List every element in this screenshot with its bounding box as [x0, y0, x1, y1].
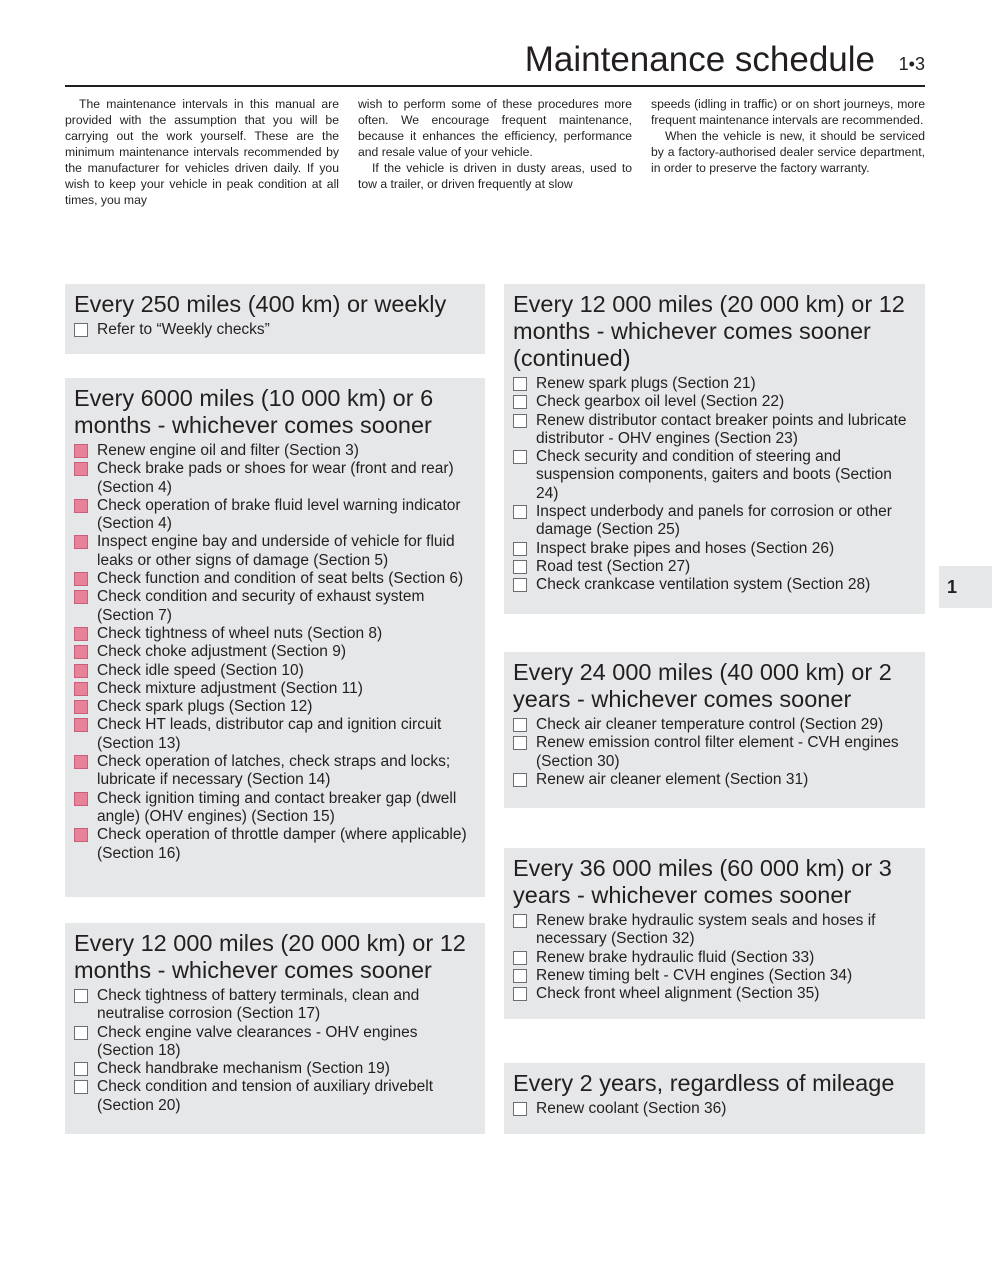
- checklist-item-text: Check air cleaner temperature control (Section 29): [536, 716, 884, 733]
- checkbox-icon[interactable]: [513, 914, 527, 928]
- checklist-item: [513, 448, 917, 503]
- checklist-item: [513, 985, 917, 1003]
- checkbox-icon[interactable]: [74, 590, 88, 604]
- checklist-item: [74, 497, 477, 534]
- checklist-item-text: Check HT leads, distributor cap and ignition circuit (Section 13): [97, 716, 442, 752]
- checkbox-icon[interactable]: [74, 323, 88, 337]
- checklist-item-text: Road test (Section 27): [536, 557, 691, 575]
- section-title: Every 12 000 miles (20 000 km) or 12 months - whichever comes sooner (continued): [513, 291, 905, 371]
- intro-paragraph: If the vehicle is driven in dusty areas, used to tow a trailer, or driven frequently at slow: [358, 161, 632, 191]
- checklist-item-text: Inspect brake pipes and hoses (Section 26): [536, 539, 835, 557]
- checkbox-icon[interactable]: [513, 560, 527, 574]
- checklist-item-text: Check spark plugs (Section 12): [97, 698, 313, 716]
- checklist-item: [513, 716, 917, 734]
- section-title: Every 2 years, regardless of mileage: [513, 1070, 895, 1096]
- checklist-item-text: Check tightness of battery terminals, clean and neutralise corrosion (Section 17): [97, 987, 420, 1023]
- checklist-item-text: Check function and condition of seat belts (Section 6): [97, 570, 464, 588]
- checkbox-icon[interactable]: [74, 444, 88, 458]
- checklist: [74, 442, 477, 863]
- checklist-item: [74, 1024, 477, 1061]
- checklist-item-text: Check security and condition of steering and suspension components, gaiters and boots (Section 24): [536, 448, 892, 502]
- checklist-item-text: Check operation of brake fluid level warning indicator (Section 4): [97, 496, 461, 533]
- intro-paragraph: speeds (idling in traffic) or on short journeys, more frequent maintenance intervals are recommended.: [651, 97, 925, 127]
- checklist-item: [513, 967, 917, 985]
- checklist-item: [513, 576, 917, 594]
- section-title: Every 6000 miles (10 000 km) or 6 months - whichever comes sooner: [74, 385, 434, 438]
- checkbox-icon[interactable]: [74, 1026, 88, 1040]
- checklist-item: [74, 588, 477, 625]
- checkbox-icon[interactable]: [74, 1080, 88, 1094]
- checklist-item: [74, 442, 477, 460]
- section-title: Every 12 000 miles (20 000 km) or 12 months - whichever comes sooner: [74, 930, 466, 983]
- checklist-item: [74, 321, 477, 339]
- checklist-item: [513, 503, 917, 540]
- checklist-item-text: Check idle speed (Section 10): [97, 661, 304, 679]
- checklist-item: [513, 771, 917, 789]
- section-title: Every 24 000 miles (40 000 km) or 2 years - whichever comes sooner: [513, 659, 892, 712]
- checklist-item-text: Check gearbox oil level (Section 22): [536, 393, 785, 411]
- intro-paragraph: The maintenance intervals in this manual are provided with the assumption that you will be carrying out the work yourself. These are the minimum maintenance intervals recommended by the manufacturer for vehicles driven daily. If you wish to keep your vehicle in peak condition at all times, you may: [65, 97, 339, 207]
- checkbox-icon[interactable]: [74, 645, 88, 659]
- checkbox-icon[interactable]: [74, 989, 88, 1003]
- checkbox-icon[interactable]: [74, 792, 88, 806]
- checklist-item: [74, 716, 477, 753]
- checkbox-icon[interactable]: [513, 718, 527, 732]
- intro-text: [65, 96, 925, 208]
- checkbox-icon[interactable]: [74, 828, 88, 842]
- section-36000-miles: [504, 848, 925, 1019]
- checklist-item: [74, 790, 477, 827]
- checklist-item: [513, 375, 917, 393]
- checklist-item-text: Inspect underbody and panels for corrosion or other damage (Section 25): [536, 503, 892, 539]
- section-title: Every 250 miles (400 km) or weekly: [74, 291, 447, 317]
- intro-column-1: [65, 96, 339, 208]
- intro-paragraph: wish to perform some of these procedures more often. We encourage frequent maintenance, because it enhances the efficiency, performance and resale value of your vehicle.: [358, 97, 632, 159]
- chapter-tab: [939, 566, 992, 608]
- checklist-item-text: Renew emission control filter element - CVH engines (Section 30): [536, 734, 899, 770]
- page-title: Maintenance schedule: [524, 40, 875, 79]
- checklist-item-text: Renew engine oil and filter (Section 3): [97, 442, 359, 459]
- checklist-item: [513, 734, 917, 771]
- intro-paragraph: When the vehicle is new, it should be serviced by a factory-authorised dealer service department, in order to preserve the factory warranty.: [651, 129, 925, 175]
- checkbox-icon[interactable]: [513, 773, 527, 787]
- checklist: [513, 716, 917, 789]
- checklist-item-text: Renew coolant (Section 36): [536, 1100, 727, 1117]
- page-number: 1•3: [898, 54, 925, 74]
- checkbox-icon[interactable]: [513, 542, 527, 556]
- checkbox-icon[interactable]: [74, 1062, 88, 1076]
- checkbox-icon[interactable]: [513, 450, 527, 464]
- checkbox-icon[interactable]: [74, 627, 88, 641]
- checklist-item: [74, 826, 477, 863]
- checkbox-icon[interactable]: [74, 718, 88, 732]
- section-250-miles: [65, 284, 485, 354]
- section-12000-miles: [65, 923, 485, 1134]
- checklist: [513, 375, 917, 595]
- checklist-item-text: Renew brake hydraulic system seals and hoses if necessary (Section 32): [536, 912, 876, 948]
- checkbox-icon[interactable]: [513, 395, 527, 409]
- checklist-item-text: Renew timing belt - CVH engines (Section 34): [536, 966, 853, 984]
- checklist-item-text: Renew brake hydraulic fluid (Section 33): [536, 948, 815, 966]
- checklist-item-text: Renew distributor contact breaker points and lubricate distributor - OHV engines (Section 23): [536, 411, 907, 447]
- section-12000-miles-continued: [504, 284, 925, 614]
- checkbox-icon[interactable]: [513, 951, 527, 965]
- checklist-item-text: Check front wheel alignment (Section 35): [536, 985, 820, 1003]
- checkbox-icon[interactable]: [74, 682, 88, 696]
- checklist-item-text: Renew spark plugs (Section 21): [536, 375, 756, 392]
- checklist-item: [74, 680, 477, 698]
- checklist-item-text: Check crankcase ventilation system (Section 28): [536, 576, 871, 594]
- checklist-item-text: Check tightness of wheel nuts (Section 8): [97, 624, 383, 642]
- checklist-item: [74, 533, 477, 570]
- checkbox-icon[interactable]: [74, 700, 88, 714]
- checklist-item: [74, 460, 477, 497]
- checkbox-icon[interactable]: [74, 572, 88, 586]
- checklist-item-text: Inspect engine bay and underside of vehicle for fluid leaks or other signs of damage (Section 5): [97, 533, 455, 569]
- checklist-item-text: Check engine valve clearances - OHV engines (Section 18): [97, 1023, 418, 1059]
- page-header: [65, 38, 925, 87]
- checkbox-icon[interactable]: [513, 414, 527, 428]
- checkbox-icon[interactable]: [513, 505, 527, 519]
- checklist: [74, 321, 477, 339]
- checkbox-icon[interactable]: [74, 664, 88, 678]
- checklist: [513, 912, 917, 1003]
- checklist-item: [513, 558, 917, 576]
- checklist-item-text: Check ignition timing and contact breaker gap (dwell angle) (OHV engines) (Section 15): [97, 789, 457, 825]
- checklist-item: [74, 625, 477, 643]
- checkbox-icon[interactable]: [513, 578, 527, 592]
- checklist-item: [74, 662, 477, 680]
- checkbox-icon[interactable]: [74, 535, 88, 549]
- checklist-item: [513, 912, 917, 949]
- checkbox-icon[interactable]: [513, 377, 527, 391]
- checklist-item: [74, 643, 477, 661]
- checklist-item-text: Check condition and security of exhaust system (Section 7): [97, 588, 425, 624]
- checklist-item: [74, 1060, 477, 1078]
- checkbox-icon[interactable]: [513, 969, 527, 983]
- section-24000-miles: [504, 652, 925, 808]
- checkbox-icon[interactable]: [513, 736, 527, 750]
- checklist-item: [513, 949, 917, 967]
- intro-column-2: [358, 96, 632, 208]
- checklist-item-text: Refer to “Weekly checks”: [97, 321, 270, 338]
- checklist-item: [74, 753, 477, 790]
- checklist-item-text: Check choke adjustment (Section 9): [97, 643, 346, 661]
- checkbox-icon[interactable]: [74, 499, 88, 513]
- checklist-item: [513, 540, 917, 558]
- checklist-item: [74, 1078, 477, 1115]
- section-6000-miles: [65, 378, 485, 897]
- checkbox-icon[interactable]: [513, 987, 527, 1001]
- intro-column-3: [651, 96, 925, 208]
- section-2-years: [504, 1063, 925, 1134]
- checklist-item: [513, 412, 917, 449]
- checkbox-icon[interactable]: [74, 755, 88, 769]
- checkbox-icon[interactable]: [74, 462, 88, 476]
- checklist: [74, 987, 477, 1115]
- checklist-item-text: Renew air cleaner element (Section 31): [536, 770, 809, 788]
- checklist-item-text: Check operation of throttle damper (where applicable) (Section 16): [97, 826, 467, 862]
- checklist-item-text: Check handbrake mechanism (Section 19): [97, 1060, 390, 1078]
- checklist-item-text: Check condition and tension of auxiliary drivebelt (Section 20): [97, 1078, 434, 1114]
- section-title: Every 36 000 miles (60 000 km) or 3 years - whichever comes sooner: [513, 855, 892, 908]
- checklist-item: [513, 393, 917, 411]
- checklist-item-text: Check brake pads or shoes for wear (front and rear) (Section 4): [97, 460, 454, 496]
- chapter-number: 1: [947, 576, 958, 597]
- checklist-item: [74, 987, 477, 1024]
- checklist-item: [74, 570, 477, 588]
- checklist: [513, 1100, 917, 1118]
- checklist-item: [74, 698, 477, 716]
- checkbox-icon[interactable]: [513, 1102, 527, 1116]
- checklist-item-text: Check mixture adjustment (Section 11): [97, 679, 363, 697]
- checklist-item-text: Check operation of latches, check straps and locks; lubricate if necessary (Section 14): [97, 753, 451, 789]
- checklist-item: [513, 1100, 917, 1118]
